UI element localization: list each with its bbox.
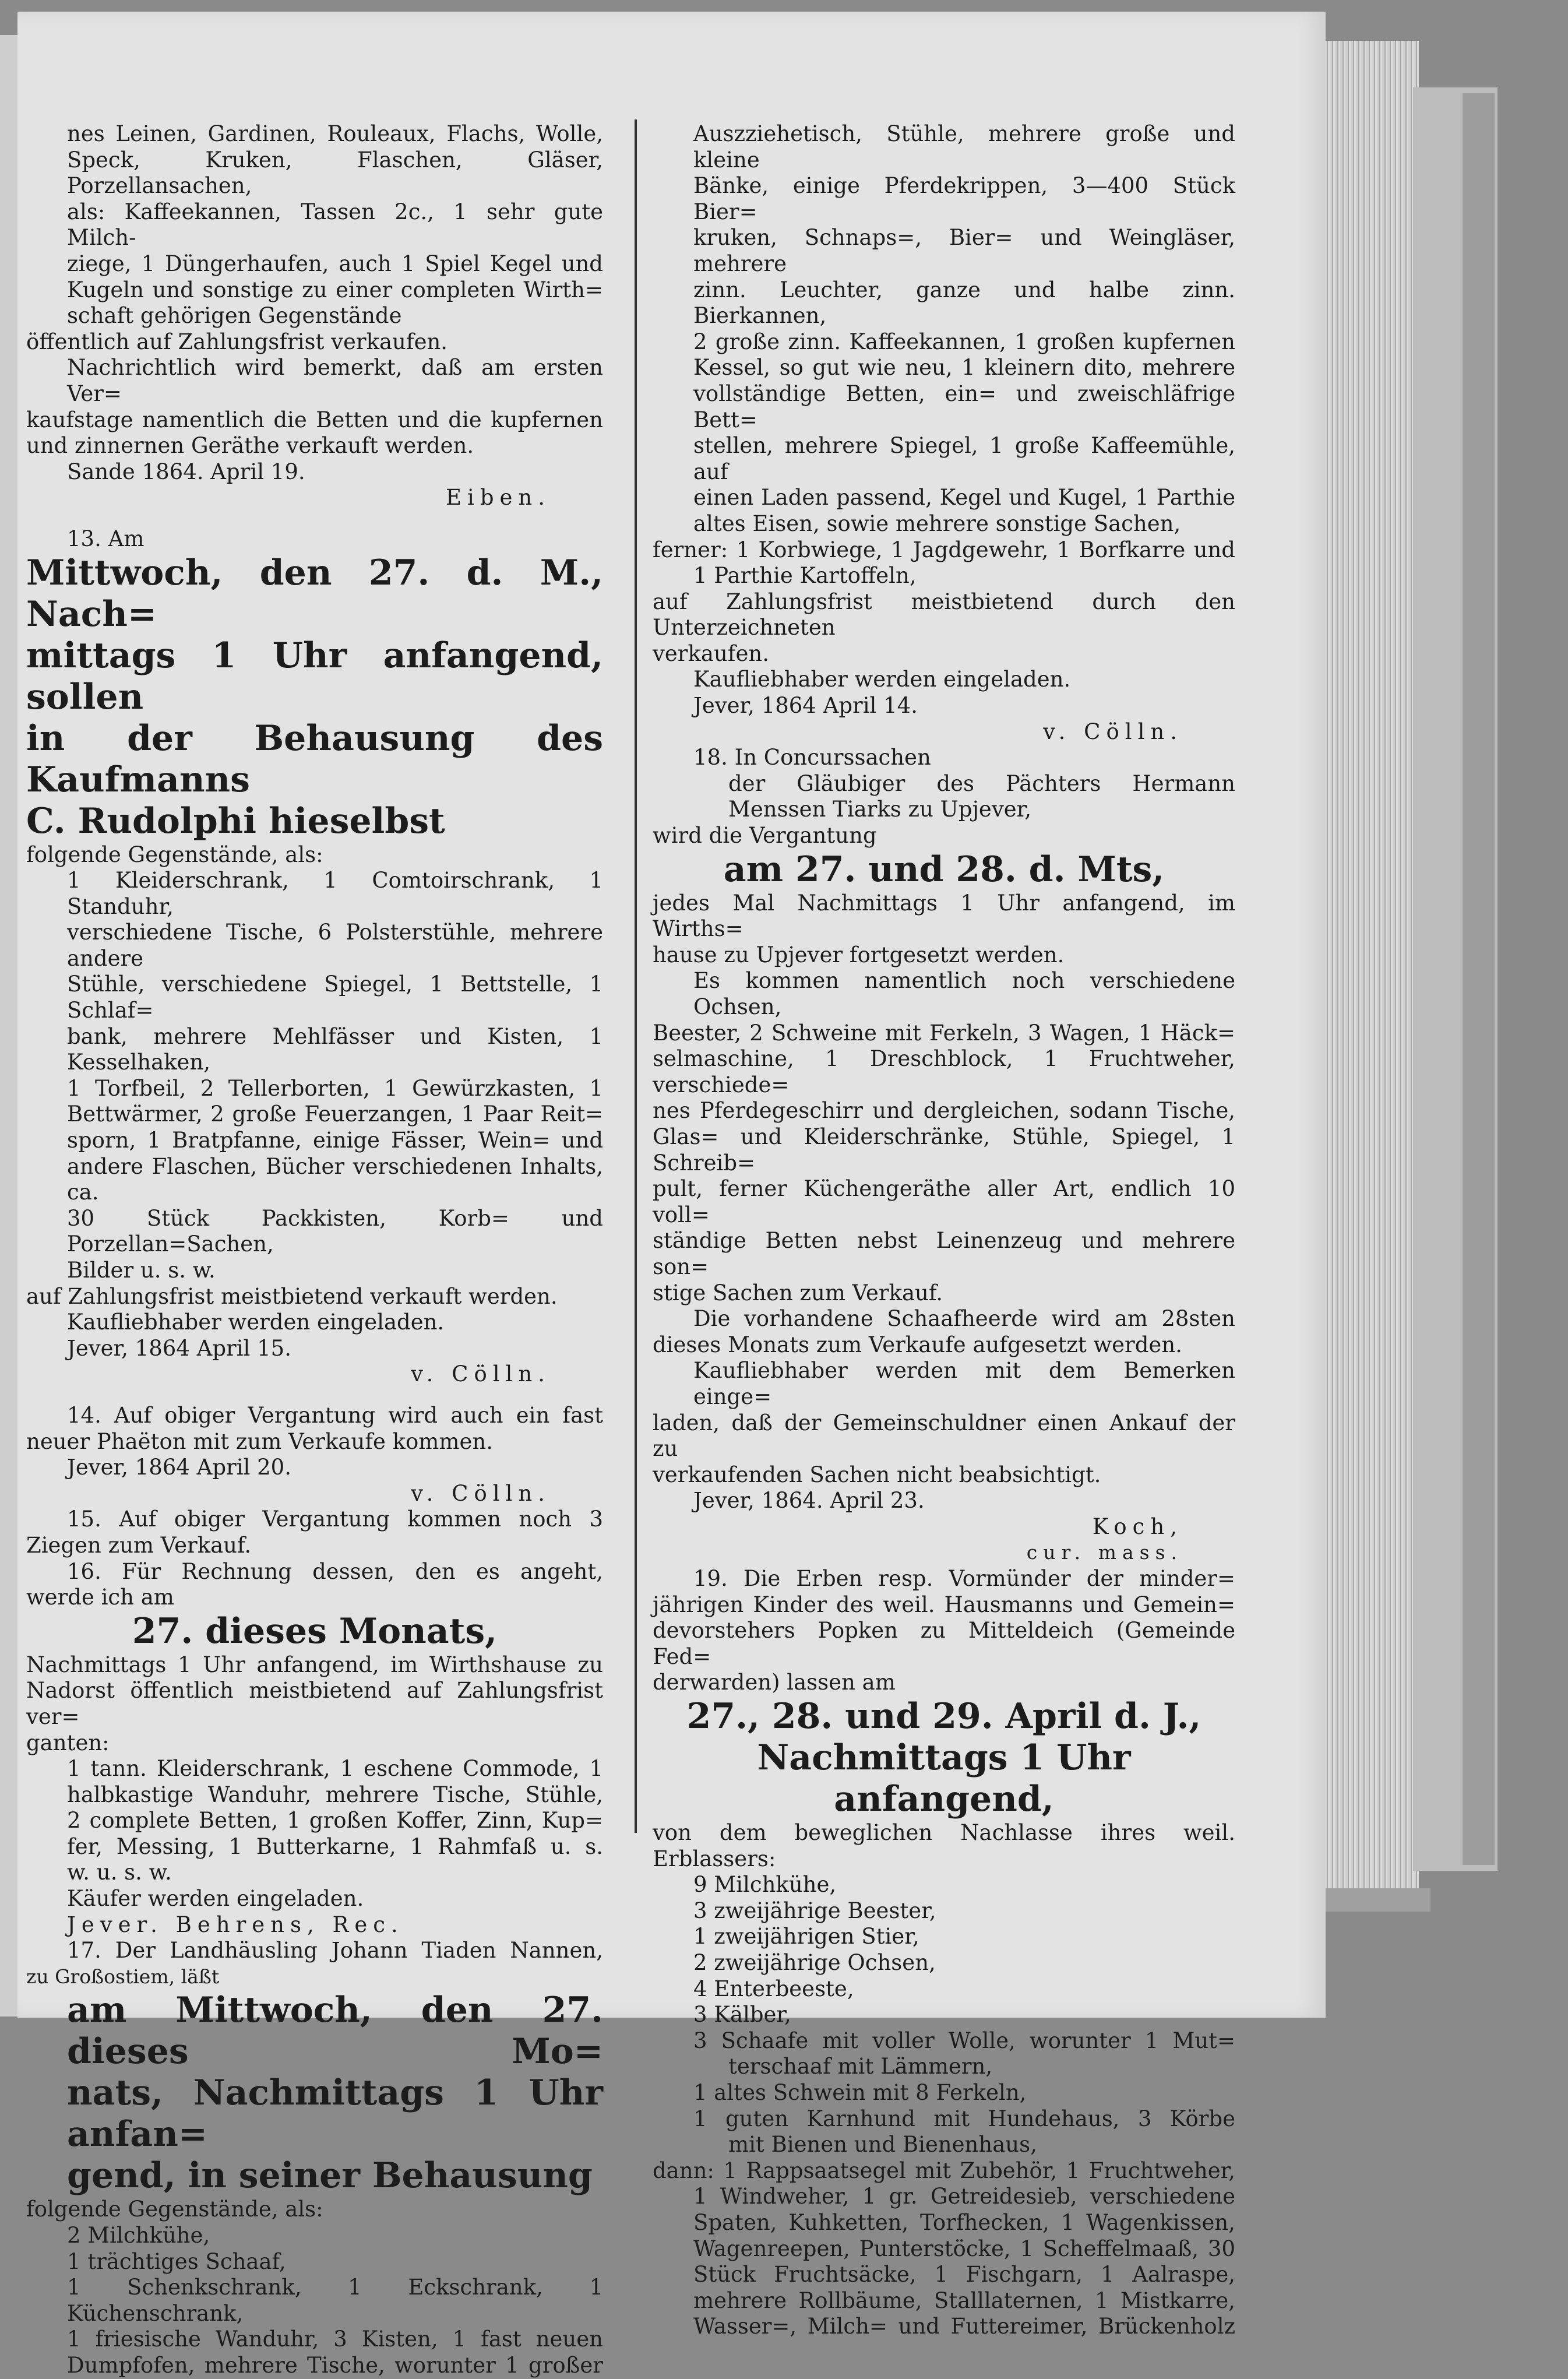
text-line: Jever, 1864 April 20.: [67, 1455, 291, 1480]
text-line: Nadorst öffentlich meistbietend auf Zahlungsfrist ver=: [26, 1678, 603, 1729]
text-line: werde ich am: [26, 1585, 174, 1610]
text-line: 3 zweijährige Beester,: [693, 1898, 936, 1923]
line-gap: [26, 511, 603, 526]
text-line: 16. Für Rechnung dessen, den es angeht,: [67, 1558, 603, 1584]
text-line: Nachmittags 1 Uhr anfangend,: [757, 1737, 1131, 1820]
text-line: 1 trächtiges Schaaf,: [67, 2248, 286, 2274]
text-line: stellen, mehrere Spiegel, 1 große Kaffeemühle, auf: [693, 433, 1235, 484]
text-line: Auszziehetisch, Stühle, mehrere große und kleine: [693, 121, 1235, 173]
text-line: devorstehers Popken zu Mitteldeich (Gemeinde Fed=: [653, 1618, 1235, 1669]
text-line: 2 zweijährige Ochsen,: [693, 1950, 936, 1975]
text-line: altes Eisen, sowie mehrere sonstige Sachen,: [693, 511, 1181, 536]
text-line: Beester, 2 Schweine mit Ferkeln, 3 Wagen, 1 Häck=: [653, 1020, 1235, 1046]
text-line: 15. Auf obiger Vergantung kommen noch 3: [67, 1507, 603, 1532]
text-line: am 27. und 28. d. Mts,: [723, 849, 1165, 890]
text-line: ganten:: [26, 1730, 110, 1755]
text-line: derwarden) lassen am: [653, 1670, 896, 1695]
text-line: folgende Gegenstände, als:: [26, 2197, 323, 2222]
text-line: pult, ferner Küchengeräthe aller Art, endlich 10 voll=: [653, 1176, 1235, 1227]
text-line: ständige Betten nebst Leinenzeug und mehrere son=: [653, 1228, 1235, 1279]
text-line: w. u. s. w.: [67, 1860, 172, 1885]
text-line: Jever, 1864. April 23.: [693, 1488, 925, 1514]
text-line: und zinnernen Geräthe verkauft werden.: [26, 433, 474, 459]
text-line: schaft gehörigen Gegenstände: [67, 303, 402, 329]
text-line: Wagenreepen, Punterstöcke, 1 Scheffelmaaß, 30: [693, 2236, 1235, 2261]
text-line: 18. In Concurssachen: [693, 745, 931, 770]
text-line: 3 Kälber,: [693, 2002, 791, 2028]
text-line: nes Leinen, Gardinen, Rouleaux, Flachs, Wolle,: [67, 121, 603, 146]
text-line: 2 complete Betten, 1 großen Koffer, Zinn, Kup=: [67, 1808, 603, 1833]
text-line: 1 Schenkschrank, 1 Eckschrank, 1 Küchenschrank,: [67, 2275, 603, 2326]
text-line: mit Bienen und Bienenhaus,: [728, 2132, 1037, 2158]
text-line: Ziegen zum Verkauf.: [26, 1532, 252, 1558]
text-line: bank, mehrere Mehlfässer und Kisten, 1 Kesselhaken,: [67, 1023, 603, 1075]
column-divider: [635, 119, 637, 1833]
text-line: nats, Nachmittags 1 Uhr anfan=: [67, 2072, 603, 2155]
text-line: hause zu Upjever fortgesetzt werden.: [653, 942, 1065, 967]
text-line: 1 Torfbeil, 2 Tellerborten, 1 Gewürzkasten, 1: [67, 1075, 603, 1101]
text-line: zinn. Leuchter, ganze und halbe zinn. Bierkannen,: [693, 277, 1235, 329]
text-line: Stühle, verschiedene Spiegel, 1 Bettstelle, 1 Schlaf=: [67, 972, 603, 1023]
text-line: jährigen Kinder des weil. Hausmanns und Gemein=: [653, 1592, 1235, 1617]
text-line: 4 Enterbeeste,: [693, 1976, 854, 2001]
text-line: Jever, 1864 April 15.: [67, 1335, 291, 1361]
text-line: halbkastige Wanduhr, mehrere Tische, Stühle,: [67, 1782, 603, 1807]
text-line: Menssen Tiarks zu Upjever,: [728, 797, 1032, 822]
page-fore-edge: [1314, 41, 1419, 1891]
left-column: [26, 121, 603, 2379]
text-line: Nachmittags 1 Uhr anfangend, im Wirthshause zu: [26, 1652, 603, 1677]
text-line: selmaschine, 1 Dreschblock, 1 Fruchtweher, verschiede=: [653, 1046, 1235, 1097]
text-line: wird die Vergantung: [653, 823, 877, 849]
text-line: Kessel, so gut wie neu, 1 kleinern dito, mehrere: [693, 355, 1235, 381]
text-line: 1 Kleiderschrank, 1 Comtoirschrank, 1 Standuhr,: [67, 868, 603, 919]
text-line: 14. Auf obiger Vergantung wird auch ein fast: [67, 1402, 603, 1428]
text-line: neuer Phaëton mit zum Verkaufe kommen.: [26, 1428, 493, 1454]
text-line: Kaufliebhaber werden mit dem Bemerken einge=: [693, 1358, 1235, 1409]
text-line: dann: 1 Rappsaatsegel mit Zubehör, 1 Fruchtweher,: [653, 2158, 1235, 2183]
line-gap: [26, 1388, 603, 1403]
text-line: öffentlich auf Zahlungsfrist verkaufen.: [26, 329, 448, 354]
text-line: gend, in seiner Behausung: [67, 2155, 593, 2197]
text-line: v. Cölln.: [411, 1480, 551, 1506]
text-line: der Gläubiger des Pächters Hermann: [728, 770, 1235, 796]
text-line: Stück Fruchtsäcke, 1 Fischgarn, 1 Aalraspe,: [693, 2262, 1235, 2288]
text-line: Sande 1864. April 19.: [67, 459, 305, 484]
text-line: 1 zweijährigen Stier,: [693, 1924, 919, 1949]
text-line: 1 tann. Kleiderschrank, 1 eschene Commode, 1: [67, 1756, 603, 1782]
text-line: Die vorhandene Schaafheerde wird am 28sten: [693, 1306, 1235, 1332]
text-line: 27. dieses Monats,: [132, 1610, 498, 1652]
text-line: Es kommen namentlich noch verschiedene Ochsen,: [693, 968, 1235, 1019]
text-line: kruken, Schnaps=, Bier= und Weingläser, mehrere: [693, 225, 1235, 276]
text-line: in der Behausung des Kaufmanns: [26, 717, 603, 800]
text-line: nes Pferdegeschirr und dergleichen, sodann Tische,: [653, 1098, 1235, 1124]
text-line: fer, Messing, 1 Butterkarne, 1 Rahmfaß u. s.: [67, 1833, 603, 1859]
text-line: jedes Mal Nachmittags 1 Uhr anfangend, im Wirths=: [653, 890, 1235, 942]
text-line: 2 große zinn. Kaffeekannen, 1 großen kupfernen: [693, 329, 1235, 354]
text-line: Glas= und Kleiderschränke, Stühle, Spiegel, 1 Schreib=: [653, 1124, 1235, 1176]
text-line: 30 Stück Packkisten, Korb= und Porzellan=Sachen,: [67, 1205, 603, 1257]
text-line: 17. Der Landhäusling Johann Tiaden Nannen,: [67, 1938, 603, 1963]
text-line: C. Rudolphi hieselbst: [26, 800, 445, 842]
text-line: verkaufenden Sachen nicht beabsichtigt.: [653, 1462, 1101, 1487]
text-line: zu Großostiem, läßt: [26, 1965, 220, 1988]
text-line: 27., 28. und 29. April d. J.,: [686, 1696, 1201, 1737]
book-binding-shadow: [1463, 93, 1495, 1865]
text-line: Speck, Kruken, Flaschen, Gläser, Porzellansachen,: [67, 147, 603, 199]
text-line: Nachrichtlich wird bemerkt, daß am ersten Ver=: [67, 355, 603, 406]
text-line: Dumpfofen, mehrere Tische, worunter 1 großer: [67, 2353, 603, 2378]
text-line: dieses Monats zum Verkaufe aufgesetzt werden.: [653, 1332, 1182, 1357]
text-line: sporn, 1 Bratpfanne, einige Fässer, Wein= und: [67, 1128, 603, 1153]
text-line: Kugeln und sonstige zu einer completen Wirth=: [67, 277, 603, 302]
text-line: laden, daß der Gemeinschuldner einen Ankauf der zu: [653, 1410, 1235, 1462]
text-line: kaufstage namentlich die Betten und die kupfernen: [26, 407, 603, 432]
text-line: Bänke, einige Pferdekrippen, 3—400 Stück Bier=: [693, 173, 1235, 224]
text-line: Eiben.: [445, 485, 551, 511]
text-line: Spaten, Kuhketten, Torfhecken, 1 Wagenkissen,: [693, 2209, 1235, 2235]
text-line: Jever, 1864 April 14.: [693, 693, 918, 719]
text-line: 9 Milchkühe,: [693, 1872, 837, 1898]
text-line: 1 guten Karnhund mit Hundehaus, 3 Körbe: [693, 2106, 1235, 2131]
text-line: am Mittwoch, den 27. dieses Mo=: [67, 1990, 603, 2072]
right-column: [653, 121, 1235, 2340]
text-line: Wasser=, Milch= und Futtereimer, Brückenholz: [693, 2314, 1235, 2339]
text-line: ziege, 1 Düngerhaufen, auch 1 Spiel Kegel und: [67, 251, 603, 276]
text-line: von dem beweglichen Nachlasse ihres weil. Erblassers:: [653, 1820, 1235, 1871]
text-line: 1 altes Schwein mit 8 Ferkeln,: [693, 2079, 1027, 2105]
text-line: ferner: 1 Korbwiege, 1 Jagdgewehr, 1 Borfkarre und: [653, 537, 1235, 562]
text-line: v. Cölln.: [411, 1361, 551, 1387]
text-line: stige Sachen zum Verkauf.: [653, 1280, 943, 1305]
text-line: mittags 1 Uhr anfangend, sollen: [26, 635, 603, 717]
text-line: vollständige Betten, ein= und zweischläfrige Bett=: [693, 381, 1235, 432]
text-line: mehrere Rollbäume, Stalllaternen, 1 Mistkarre,: [693, 2288, 1235, 2313]
text-line: auf Zahlungsfrist meistbietend durch den Unterzeichneten: [653, 589, 1235, 640]
text-line: Bilder u. s. w.: [67, 1258, 216, 1283]
text-line: auf Zahlungsfrist meistbietend verkauft werden.: [26, 1283, 558, 1309]
text-line: 19. Die Erben resp. Vormünder der minder=: [693, 1566, 1235, 1592]
text-line: verkaufen.: [653, 640, 769, 666]
text-line: cur. mass.: [1026, 1541, 1183, 1564]
text-line: Koch,: [1092, 1514, 1183, 1539]
text-line: 1 friesische Wanduhr, 3 Kisten, 1 fast neuen: [67, 2327, 603, 2352]
text-line: andere Flaschen, Bücher verschiedenen Inhalts, ca.: [67, 1153, 603, 1205]
text-line: terschaaf mit Lämmern,: [728, 2054, 993, 2079]
text-line: Bettwärmer, 2 große Feuerzangen, 1 Paar Reit=: [67, 1101, 603, 1127]
text-line: Käufer werden eingeladen.: [67, 1886, 364, 1912]
text-line: einen Laden passend, Kegel und Kugel, 1 Parthie: [693, 485, 1235, 511]
text-line: 3 Schaafe mit voller Wolle, worunter 1 Mut=: [693, 2028, 1235, 2053]
text-line: 1 Parthie Kartoffeln,: [693, 563, 917, 589]
text-line: 13. Am: [67, 526, 145, 551]
text-line: folgende Gegenstände, als:: [26, 842, 323, 867]
text-line: 1 Windweher, 1 gr. Getreidesieb, verschiedene: [693, 2184, 1235, 2209]
text-line: verschiedene Tische, 6 Polsterstühle, mehrere andere: [67, 920, 603, 971]
text-line: Jever. Behrens, Rec.: [67, 1912, 404, 1937]
text-line: Kaufliebhaber werden eingeladen.: [67, 1310, 445, 1335]
text-line: Mittwoch, den 27. d. M., Nach=: [26, 552, 603, 635]
text-line: v. Cölln.: [1043, 719, 1183, 744]
text-line: Kaufliebhaber werden eingeladen.: [693, 667, 1071, 692]
page-fore-edge-base: [1314, 1888, 1430, 1912]
previous-page-edge: [0, 35, 17, 2016]
text-line: 2 Milchkühe,: [67, 2223, 210, 2248]
text-line: als: Kaffeekannen, Tassen 2c., 1 sehr gute Milch-: [67, 199, 603, 251]
